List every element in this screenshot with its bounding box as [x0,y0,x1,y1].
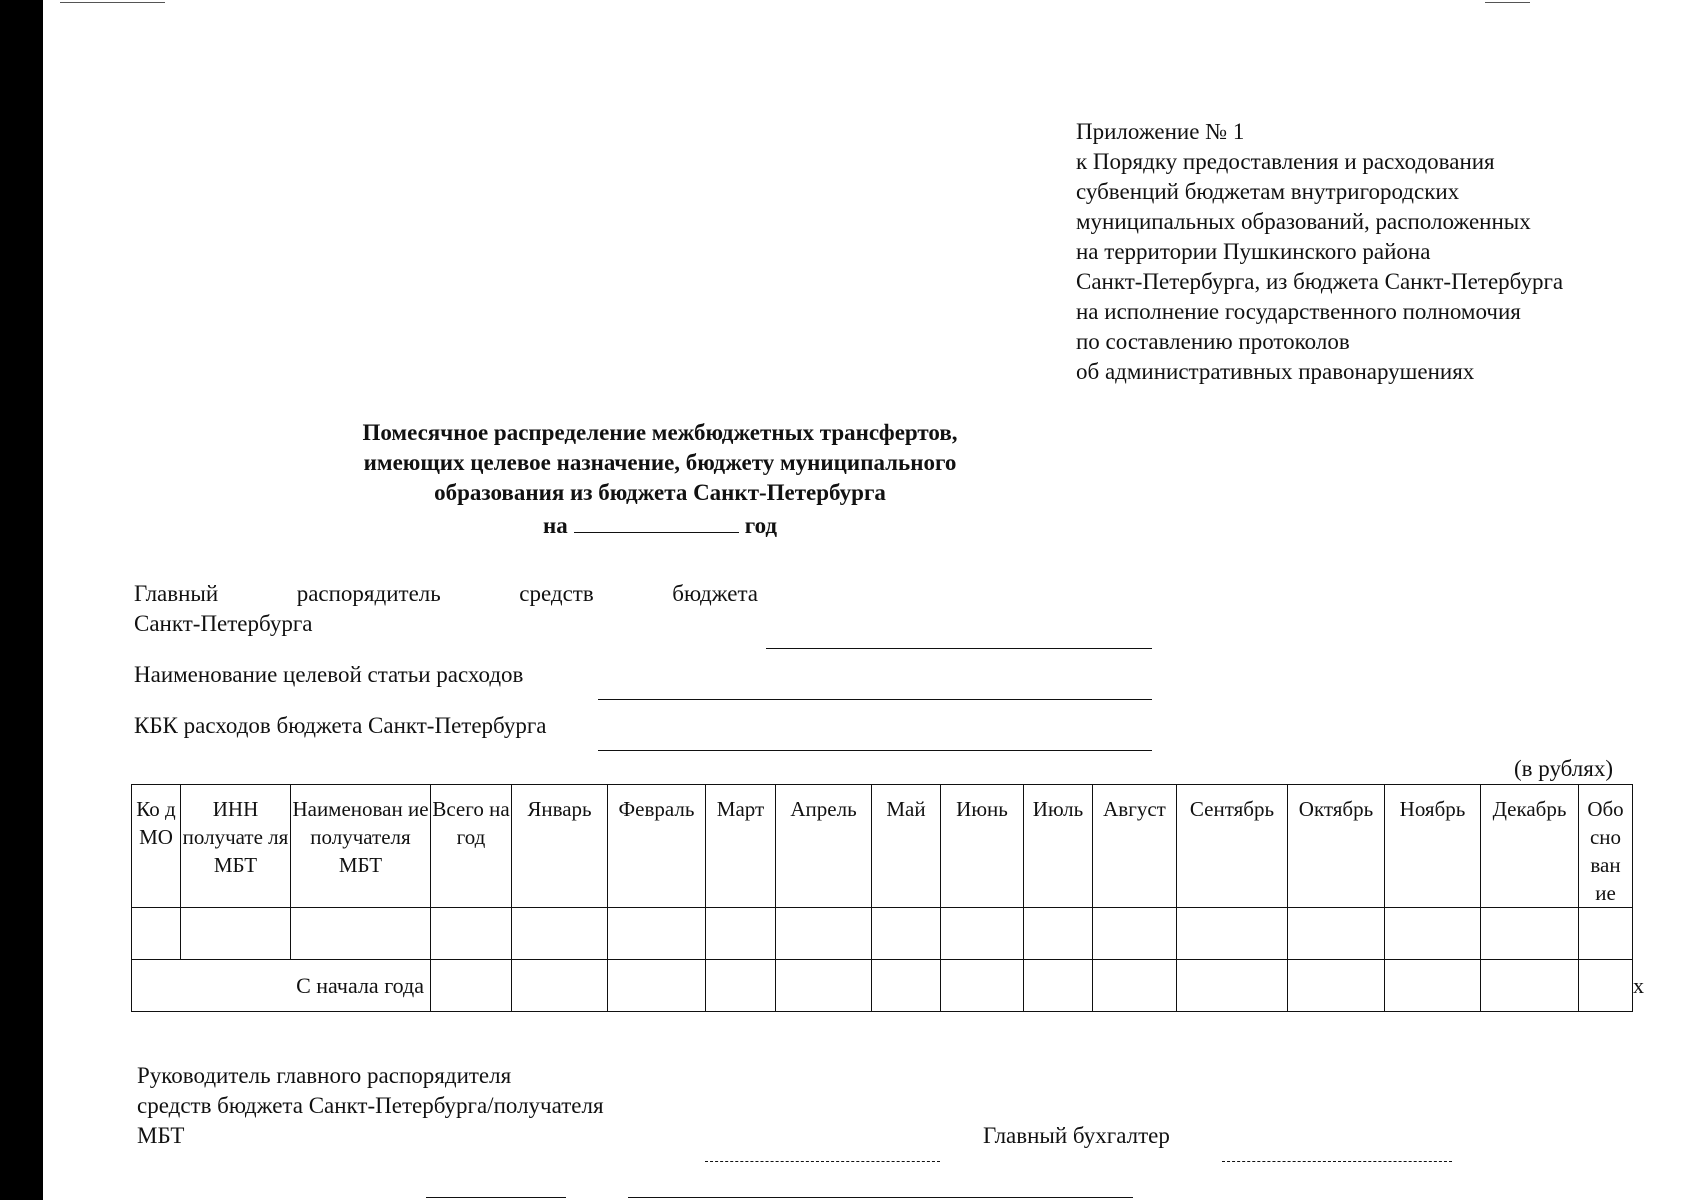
title-year-line [0,508,1320,541]
col-header-june: Июнь [941,785,1024,908]
col-header-mo-code: Ко д МО [132,785,181,908]
col-header-march: Март [706,785,776,908]
col-header-may: Май [872,785,941,908]
table-cell[interactable] [608,960,706,1012]
table-cell[interactable] [1177,908,1288,960]
table-cell[interactable] [291,908,431,960]
total-row-label: С начала года [132,960,431,1012]
target-item-label: Наименование целевой статьи расходов [134,662,524,687]
table-cell[interactable] [1177,960,1288,1012]
document-title [0,418,1320,541]
appendix-line: муниципальных образований, расположенных [1076,209,1531,234]
col-header-recipient-name: Наименован ие получателя МБТ [291,785,431,908]
table-cell[interactable] [181,908,291,960]
col-header-year-total: Всего на год [431,785,512,908]
target-item-fill-line[interactable] [598,699,1152,700]
total-row: С начала года х [132,960,1633,1012]
table-cell[interactable] [1579,908,1633,960]
year-input-line[interactable] [574,508,739,533]
col-header-february: Февраль [608,785,706,908]
kbk-label: КБК расходов бюджета Санкт-Петербурга [134,713,547,738]
table-cell[interactable] [776,960,872,1012]
table-cell[interactable] [941,960,1024,1012]
main-manager-fill-line[interactable] [766,648,1152,649]
table-header-row [132,785,1633,908]
table-cell[interactable] [872,960,941,1012]
appendix-line: на исполнение государственного полномочия [1076,299,1521,324]
col-header-basis: Обо сно ван ие [1579,785,1633,908]
main-manager-label-line1: Главный распорядитель средств бюджета [134,581,758,606]
title-line: образования из бюджета Санкт-Петербурга [434,480,886,505]
title-line: имеющих целевое назначение, бюджету муниципального [363,450,957,475]
appendix-line: субвенций бюджетам внутригородских [1076,179,1460,204]
table-cell[interactable] [512,908,608,960]
table-cell[interactable] [706,908,776,960]
appendix-line: об административных правонарушениях [1076,359,1475,384]
appendix-line: на территории Пушкинского района [1076,239,1431,264]
table-cell[interactable] [1385,908,1481,960]
col-header-october: Октябрь [1288,785,1385,908]
table-cell[interactable] [132,908,181,960]
signature-fill-line[interactable] [426,1197,566,1198]
col-header-january: Январь [512,785,608,908]
main-manager-field [134,579,758,639]
top-rule [1485,2,1530,3]
head-label-line: МБТ [137,1123,185,1148]
distribution-table [131,784,1644,1012]
appendix-line: Санкт-Петербурга, из бюджета Санкт-Петербурга [1076,269,1564,294]
table-cell[interactable] [941,908,1024,960]
title-year-suffix: год [744,513,778,538]
table-cell[interactable] [1093,908,1177,960]
head-label-line: средств бюджета Санкт-Петербурга/получателя [137,1093,604,1118]
accountant-signature-fill-line[interactable] [1222,1161,1452,1162]
appendix-line: к Порядку предоставления и расходования [1076,149,1495,174]
signature-fill-line[interactable] [628,1197,1133,1198]
scan-edge-bar [0,0,43,1200]
table-cell[interactable] [1288,960,1385,1012]
appendix-line: Приложение № 1 [1076,119,1245,144]
head-signature-label [137,1061,604,1151]
col-header-november: Ноябрь [1385,785,1481,908]
table-cell[interactable] [1481,908,1579,960]
table-cell[interactable] [872,908,941,960]
table-cell[interactable] [706,960,776,1012]
head-label-line: Руководитель главного распорядителя [137,1063,512,1088]
table-cell[interactable] [1093,960,1177,1012]
col-header-december: Декабрь [1481,785,1579,908]
table-cell[interactable] [431,908,512,960]
table-cell[interactable] [1024,908,1093,960]
col-header-july: Июль [1024,785,1093,908]
table-cell[interactable] [512,960,608,1012]
appendix-line: по составлению протоколов [1076,329,1350,354]
top-rule [60,2,165,3]
table-cell[interactable] [1288,908,1385,960]
kbk-fill-line[interactable] [598,750,1152,751]
main-manager-label-line2: Санкт-Петербурга [134,611,313,636]
col-header-september: Сентябрь [1177,785,1288,908]
head-signature-fill-line[interactable] [705,1161,940,1162]
table-cell[interactable] [1385,960,1481,1012]
chief-accountant-label: Главный бухгалтер [983,1123,1170,1148]
title-year-prefix: на [542,513,568,538]
table-cell[interactable] [776,908,872,960]
appendix-block [1076,117,1563,387]
table-cell[interactable] [1481,960,1579,1012]
col-header-april: Апрель [776,785,872,908]
title-line: Помесячное распределение межбюджетных трансфертов, [362,420,958,445]
table-cell[interactable] [608,908,706,960]
table-cell[interactable] [1579,960,1633,1012]
col-header-august: Август [1093,785,1177,908]
units-label: (в рублях) [1514,756,1614,781]
table-row [132,908,1633,960]
table-cell[interactable] [1024,960,1093,1012]
table-cell[interactable] [431,960,512,1012]
col-header-inn: ИНН получате ля МБТ [181,785,291,908]
